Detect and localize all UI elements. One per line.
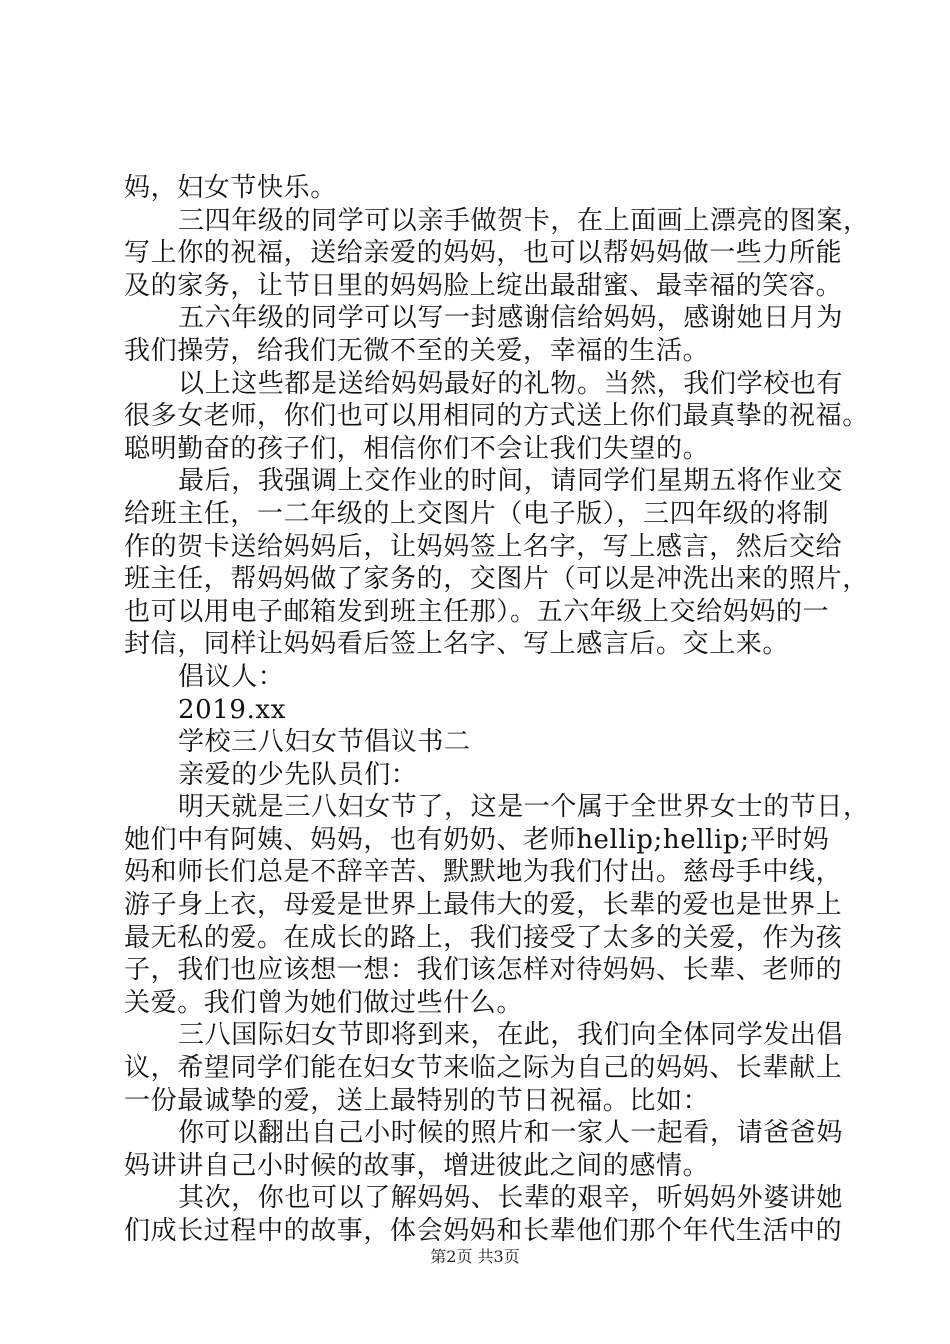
text-line: 封信，同样让妈妈看后签上名字、写上感言后。交上来。	[124, 629, 790, 660]
text-line: 她们中有阿姨、妈妈，也有奶奶、老师hellip;hellip;平时妈	[124, 824, 830, 855]
text-line: 三八国际妇女节即将到来，在此，我们向全体同学发出倡	[178, 1020, 844, 1051]
text-line: 子，我们也应该想一想：我们该怎样对待妈妈、长辈、老师的	[124, 955, 843, 986]
document-body	[124, 172, 870, 1248]
text-line: 三四年级的同学可以亲手做贺卡，在上面画上漂亮的图案，	[178, 205, 870, 236]
text-line: 们成长过程中的故事，体会妈妈和长辈他们那个年代生活中的	[124, 1216, 843, 1246]
text-line: 聪明勤奋的孩子们，相信你们不会让我们失望的。	[124, 433, 710, 464]
page-footer: 第2页 共3页	[430, 1247, 520, 1266]
text-line: 亲爱的少先队员们：	[178, 759, 418, 790]
text-line: 我们操劳，给我们无微不至的关爱，幸福的生活。	[124, 335, 710, 366]
text-line: 也可以用电子邮箱发到班主任那）。五六年级上交给妈妈的一	[124, 596, 830, 627]
text-line: 一份最诚挚的爱，送上最特别的节日祝福。比如：	[124, 1085, 710, 1116]
text-line: 最无私的爱。在成长的路上，我们接受了太多的关爱，作为孩	[124, 922, 843, 953]
text-line: 及的家务，让节日里的妈妈脸上绽出最甜蜜、最幸福的笑容。	[124, 270, 843, 301]
text-line: 妈，妇女节快乐。	[124, 173, 337, 203]
text-line: 妈讲讲自己小时候的故事，增进彼此之间的感情。	[124, 1150, 710, 1181]
text-line: 倡议人：	[178, 661, 285, 692]
text-line: 议，希望同学们能在妇女节来临之际为自己的妈妈、长辈献上	[124, 1053, 843, 1084]
text-line: 以上这些都是送给妈妈最好的礼物。当然，我们学校也有	[178, 368, 844, 399]
text-line: 给班主任，一二年级的上交图片（电子版），三四年级的将制	[124, 498, 830, 529]
text-line: 关爱。我们曾为她们做过些什么。	[124, 987, 524, 1018]
text-line: 其次，你也可以了解妈妈、长辈的艰辛，听妈妈外婆讲她	[178, 1183, 844, 1214]
text-line: 班主任，帮妈妈做了家务的，交图片（可以是冲洗出来的照片，	[124, 564, 869, 595]
text-line: 五六年级的同学可以写一封感谢信给妈妈，感谢她日月为	[178, 303, 844, 334]
text-line: 作的贺卡送给妈妈后，让妈妈签上名字，写上感言，然后交给	[124, 531, 843, 562]
text-line: 写上你的祝福，送给亲爱的妈妈，也可以帮妈妈做一些力所能	[124, 238, 843, 269]
text-line: 最后，我强调上交作业的时间，请同学们星期五将作业交	[178, 466, 844, 497]
text-line: 你可以翻出自己小时候的照片和一家人一起看，请爸爸妈	[178, 1118, 844, 1149]
text-line: 游子身上衣，母爱是世界上最伟大的爱，长辈的爱也是世界上	[124, 890, 843, 921]
text-line: 很多女老师，你们也可以用相同的方式送上你们最真挚的祝福。	[124, 401, 869, 432]
text-line: 2019.xx	[178, 694, 286, 725]
text-line: 明天就是三八妇女节了，这是一个属于全世界女士的节日，	[178, 792, 870, 823]
text-line: 妈和师长们总是不辞辛苦、默默地为我们付出。慈母手中线，	[124, 857, 843, 888]
text-line: 学校三八妇女节倡议书二	[178, 727, 471, 758]
